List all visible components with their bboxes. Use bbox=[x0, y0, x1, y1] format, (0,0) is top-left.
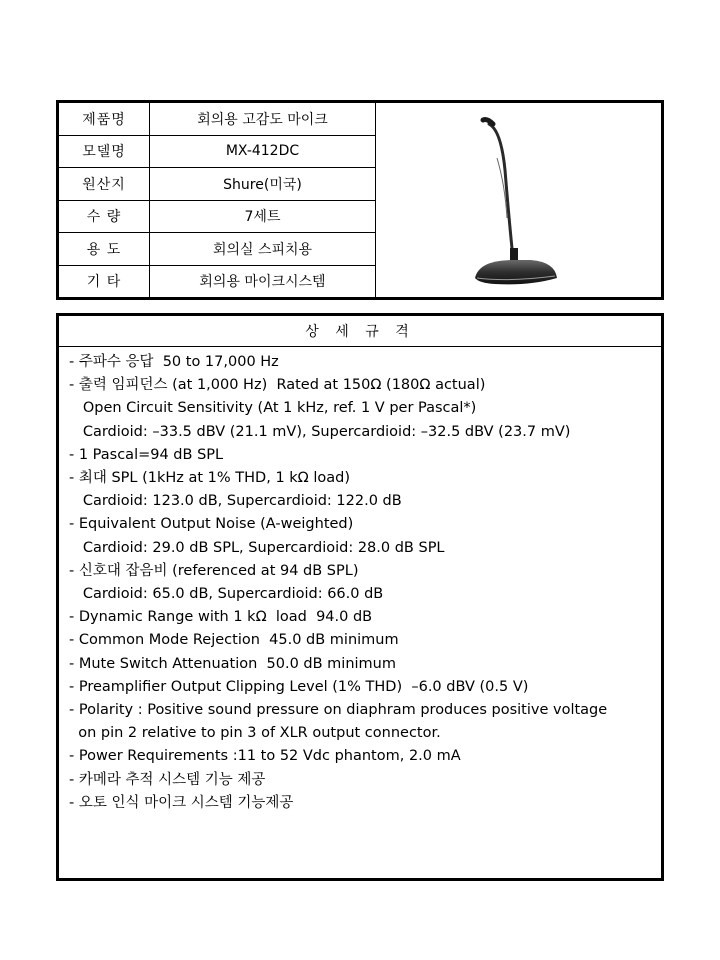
spec-label: 용 도 bbox=[59, 233, 150, 265]
spec-value: 회의실 스피치용 bbox=[150, 233, 376, 265]
spec-label: 제품명 bbox=[59, 103, 150, 135]
detail-line: - 최대 SPL (1kHz at 1% THD, 1 kΩ load) bbox=[69, 470, 351, 487]
detail-line: - Equivalent Output Noise (A-weighted) bbox=[69, 516, 354, 533]
spec-value: 7세트 bbox=[150, 201, 376, 233]
details-list bbox=[59, 347, 661, 815]
detail-line: - 출력 임피던스 (at 1,000 Hz) Rated at 150Ω (180Ω actual) bbox=[69, 377, 486, 394]
detail-line: - Preamplifier Output Clipping Level (1% THD) –6.0 dBV (0.5 V) bbox=[69, 678, 529, 695]
spec-row-product-name bbox=[59, 103, 376, 136]
microphone-image bbox=[376, 103, 661, 297]
detailed-specifications bbox=[56, 313, 664, 881]
detail-line: - Dynamic Range with 1 kΩ load 94.0 dB bbox=[69, 609, 373, 626]
detail-line: - Power Requirements :11 to 52 Vdc phantom, 2.0 mA bbox=[69, 748, 461, 765]
spec-value: Shure(미국) bbox=[150, 168, 376, 200]
spec-label: 원산지 bbox=[59, 168, 150, 200]
spec-row-other bbox=[59, 266, 376, 298]
detail-line: Cardioid: 29.0 dB SPL, Supercardioid: 28.0 dB SPL bbox=[69, 539, 445, 556]
detail-line: - Polarity : Positive sound pressure on diaphram produces positive voltage bbox=[69, 702, 608, 719]
detail-line: Cardioid: 65.0 dB, Supercardioid: 66.0 dB bbox=[69, 586, 384, 603]
spec-value: MX-412DC bbox=[150, 136, 376, 168]
spec-label: 수 량 bbox=[59, 201, 150, 233]
detail-line: - 오토 인식 마이크 시스템 기능제공 bbox=[69, 794, 294, 811]
details-header: 상 세 규 격 bbox=[59, 316, 661, 347]
spec-row-usage bbox=[59, 233, 376, 266]
detail-line: - Common Mode Rejection 45.0 dB minimum bbox=[69, 632, 399, 649]
detail-line: Cardioid: –33.5 dBV (21.1 mV), Supercardioid: –32.5 dBV (23.7 mV) bbox=[69, 423, 571, 440]
detail-line: Open Circuit Sensitivity (At 1 kHz, ref. 1 V per Pascal*) bbox=[69, 400, 477, 417]
spec-label: 모델명 bbox=[59, 136, 150, 168]
product-spec-table bbox=[56, 100, 664, 300]
detail-line: - 신호대 잡음비 (referenced at 94 dB SPL) bbox=[69, 562, 359, 579]
detail-line: - 카메라 추적 시스템 기능 제공 bbox=[69, 771, 266, 788]
gooseneck-microphone-icon bbox=[439, 110, 599, 290]
spec-label: 기 타 bbox=[59, 266, 150, 298]
spec-value: 회의용 마이크시스템 bbox=[150, 266, 376, 298]
detail-line: - 1 Pascal=94 dB SPL bbox=[69, 446, 224, 463]
spec-row-quantity bbox=[59, 201, 376, 234]
detail-line: Cardioid: 123.0 dB, Supercardioid: 122.0 dB bbox=[69, 493, 402, 510]
detail-line: - 주파수 응답 50 to 17,000 Hz bbox=[69, 354, 279, 370]
spec-row-origin bbox=[59, 168, 376, 201]
detail-line: - Mute Switch Attenuation 50.0 dB minimum bbox=[69, 655, 396, 672]
detail-line: on pin 2 relative to pin 3 of XLR output connector. bbox=[69, 725, 441, 742]
spec-value: 회의용 고감도 마이크 bbox=[150, 103, 376, 135]
spec-grid bbox=[59, 103, 376, 297]
spec-row-model-name bbox=[59, 136, 376, 169]
